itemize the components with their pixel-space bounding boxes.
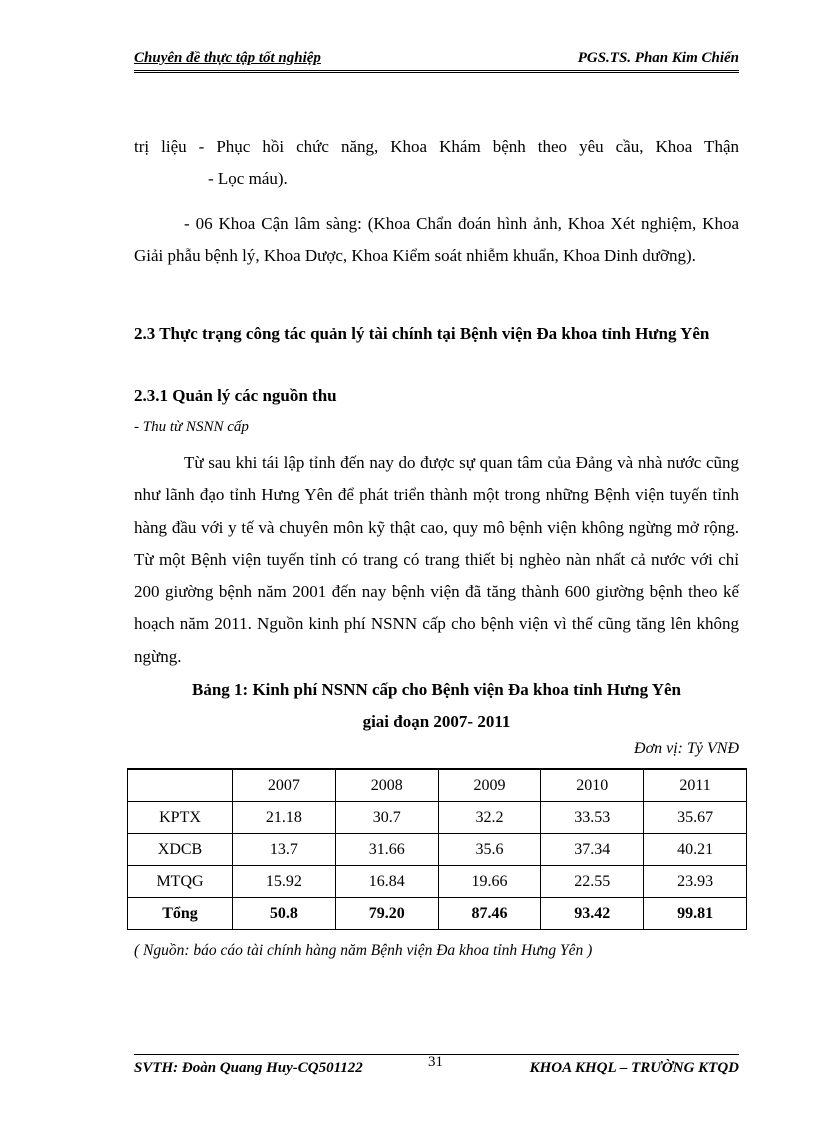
table-cell: 40.21 [644,834,747,866]
footer-right: KHOA KHQL – TRƯỜNG KTQD [529,1060,739,1076]
table-cell: 99.81 [644,898,747,930]
page-header [134,48,739,68]
table-row [128,834,747,866]
table-total-row [128,898,747,930]
header-rule [134,70,739,73]
table-row [128,866,747,898]
year-header: 2011 [644,769,747,802]
table-cell: 93.42 [541,898,644,930]
table-cell: 13.7 [233,834,336,866]
table-cell: 19.66 [438,866,541,898]
table-cell: 32.2 [438,802,541,834]
paragraph-line: trị liệu - Phục hồi chức năng, Khoa Khám bệnh theo yêu cầu, Khoa Thận [134,137,739,156]
row-label: MTQG [128,866,233,898]
budget-table [127,768,747,930]
header-left: Chuyên đề thực tập tốt nghiệp [134,50,321,66]
paragraph-clinical-departments: - 06 Khoa Cận lâm sàng: (Khoa Chẩn đoán hình ảnh, Khoa Xét nghiệm, Khoa Giải phẫu bệnh lý, Khoa Dược, Khoa Kiểm soát nhiễm khuẩn, Khoa Dinh dưỡng). [134,214,739,265]
row-label: XDCB [128,834,233,866]
subsection-heading: 2.3.1 Quản lý các nguồn thu [134,386,337,405]
paragraph-budget: Từ sau khi tái lập tỉnh đến nay do được sự quan tâm của Đảng và nhà nước cũng như lãnh đạo tỉnh Hưng Yên để phát triển thành một trong những Bệnh viện tuyến tỉnh hàng đầu với y tế và chuyên môn kỹ thật cao, quy mô bệnh viện không ngừng mở rộng. Từ một Bệnh viện tuyến tỉnh có trang có trang thiết bị nghèo nàn nhất cả nước với chỉ 200 giường bệnh năm 2001 đến nay bệnh viện đã tăng thành 600 giường bệnh theo kế hoạch năm 2011. Nguồn kinh phí NSNN cấp cho bệnh viện vì thế cũng tăng lên không ngừng. [134,453,739,666]
subheading-italic: - Thu từ NSNN cấp [134,419,249,435]
table-caption-line: giai đoạn 2007- 2011 [362,712,511,731]
table-caption-line: Bảng 1: Kinh phí NSNN cấp cho Bệnh viện Đa khoa tỉnh Hưng Yên [192,680,681,699]
table-caption [134,674,739,738]
table-row [128,802,747,834]
table-unit: Đơn vị: Tỷ VNĐ [634,740,739,757]
footer-rule [134,1054,739,1055]
table-cell: 37.34 [541,834,644,866]
table-cell: 22.55 [541,866,644,898]
table-cell: 87.46 [438,898,541,930]
table-cell: 16.84 [335,866,438,898]
row-label: Tổng [128,898,233,930]
year-header: 2007 [233,769,336,802]
table-header-row [128,769,747,802]
table-cell: 21.18 [233,802,336,834]
page-number: 31 [428,1054,443,1070]
table-cell: 35.6 [438,834,541,866]
table-source: ( Nguồn: báo cáo tài chính hàng năm Bệnh viện Đa khoa tỉnh Hưng Yên ) [134,942,593,959]
footer-left: SVTH: Đoàn Quang Huy-CQ501122 [134,1060,363,1076]
year-header: 2010 [541,769,644,802]
paragraph-line: - Lọc máu). [208,169,288,188]
section-heading: 2.3 Thực trạng công tác quản lý tài chính tại Bệnh viện Đa khoa tỉnh Hưng Yên [134,324,710,343]
table-cell: 30.7 [335,802,438,834]
table-cell: 31.66 [335,834,438,866]
table-cell: 23.93 [644,866,747,898]
year-header: 2008 [335,769,438,802]
header-right: PGS.TS. Phan Kim Chiến [577,50,739,66]
row-label: KPTX [128,802,233,834]
table-cell: 15.92 [233,866,336,898]
paragraph-continuation [134,131,739,195]
table-cell: 35.67 [644,802,747,834]
year-header: 2009 [438,769,541,802]
table-corner-cell [128,769,233,802]
table-cell: 50.8 [233,898,336,930]
table-cell: 33.53 [541,802,644,834]
table-cell: 79.20 [335,898,438,930]
